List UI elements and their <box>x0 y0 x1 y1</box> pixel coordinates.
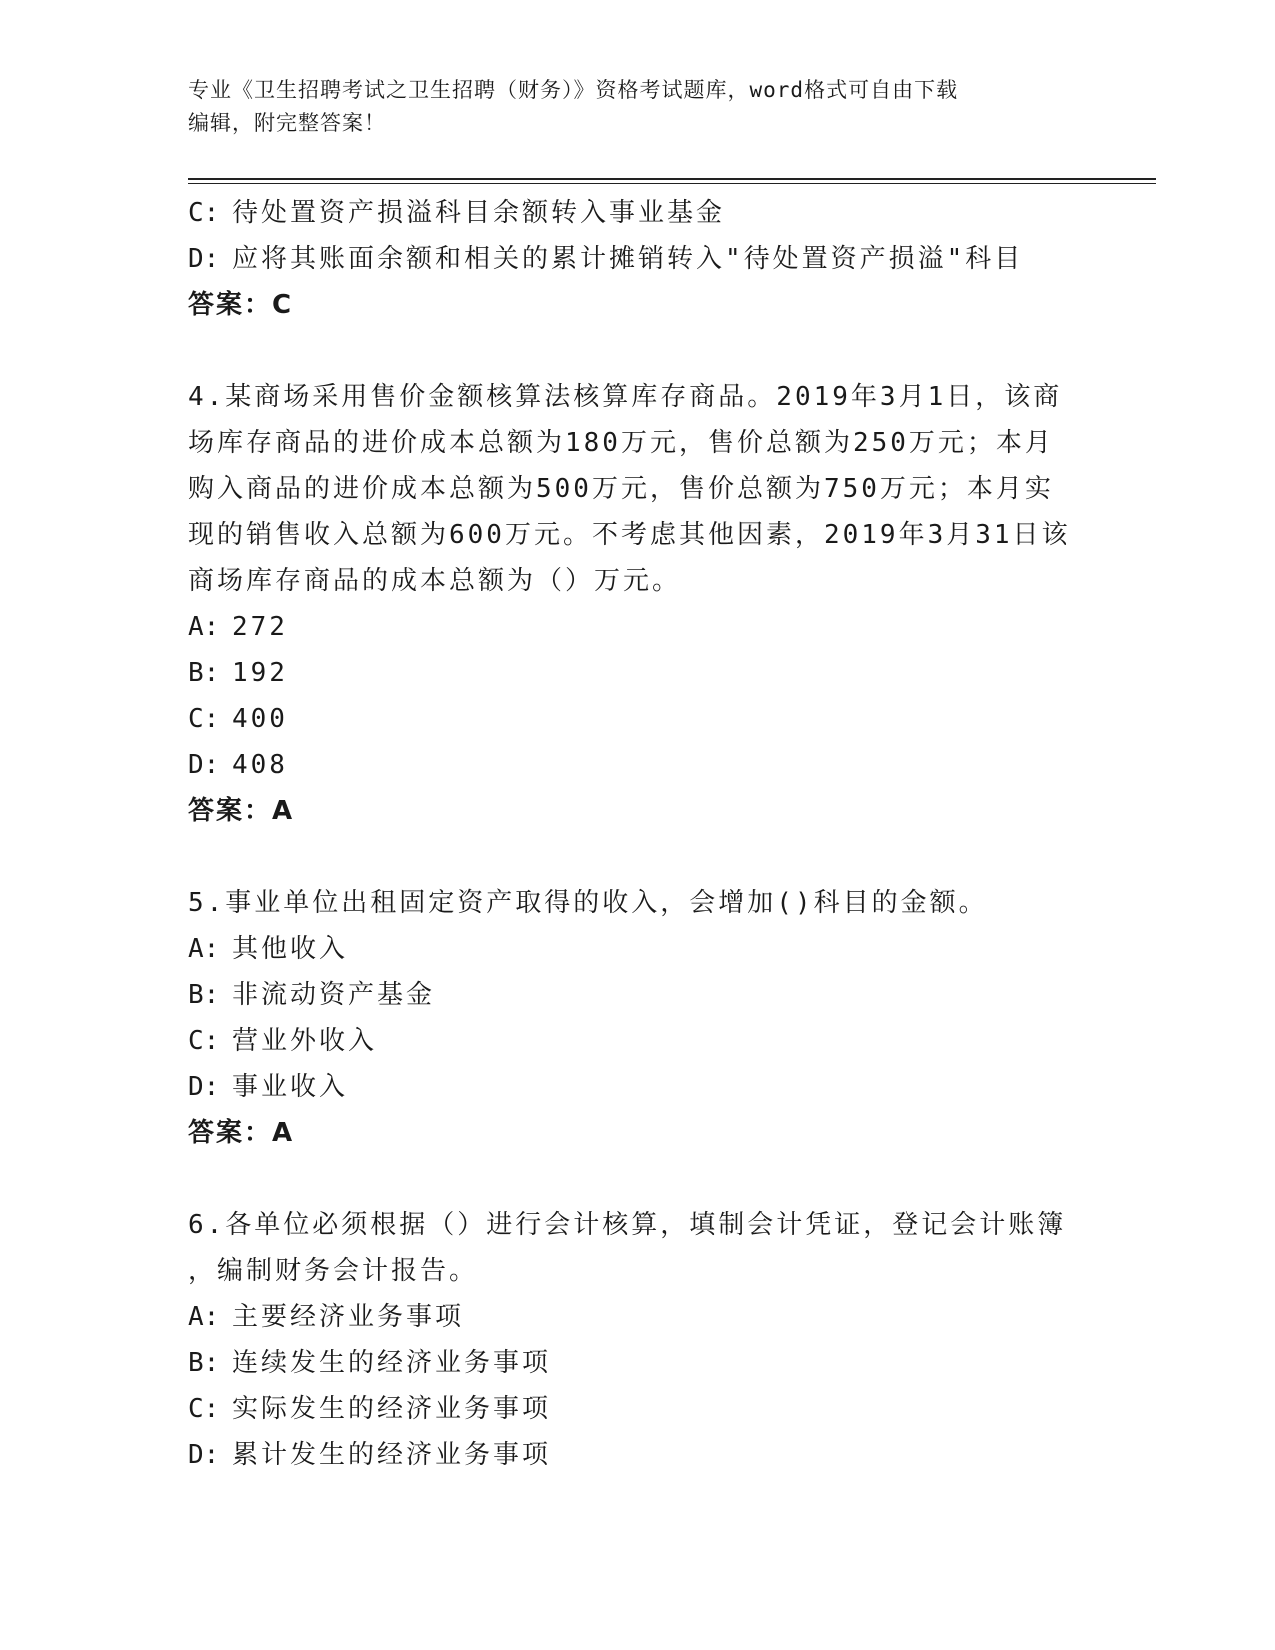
option-label: D: <box>188 244 220 274</box>
header-line-1: 专业《卫生招聘考试之卫生招聘（财务）》资格考试题库，word格式可自由下载 <box>188 78 959 102</box>
option-a <box>188 1294 1088 1340</box>
option-text: 待处置资产损溢科目余额转入事业基金 <box>232 198 726 228</box>
option-label: D: <box>188 1440 220 1470</box>
question-stem-line: 5.事业单位出租固定资产取得的收入，会增加()科目的金额。 <box>188 888 988 918</box>
question-3-continued <box>188 190 1088 328</box>
option-label: C: <box>188 198 220 228</box>
header-line-2: 编辑，附完整答案！ <box>188 111 386 135</box>
option-a <box>188 604 1088 650</box>
question-4 <box>188 374 1088 834</box>
option-text: 192 <box>232 658 288 688</box>
option-text: 272 <box>232 612 288 642</box>
option-d <box>188 1432 1088 1478</box>
question-stem-line: 现的销售收入总额为600万元。不考虑其他因素，2019年3月31日该 <box>188 520 1071 550</box>
option-label: A: <box>188 1302 220 1332</box>
spacer <box>188 834 1088 880</box>
option-label: D: <box>188 750 220 780</box>
option-c <box>188 1386 1088 1432</box>
option-c <box>188 696 1088 742</box>
question-stem-line: 4.某商场采用售价金额核算法核算库存商品。2019年3月1日，该商 <box>188 382 1063 412</box>
header-rule-thick <box>188 178 1156 180</box>
question-stem-line: 6.各单位必须根据（）进行会计核算，填制会计凭证，登记会计账簿 <box>188 1210 1067 1240</box>
answer-line: 答案：A <box>188 796 295 826</box>
option-text: 其他收入 <box>232 934 349 964</box>
option-label: C: <box>188 1026 220 1056</box>
option-text: 累计发生的经济业务事项 <box>232 1440 552 1470</box>
option-b <box>188 1340 1088 1386</box>
option-d <box>188 1064 1088 1110</box>
option-b <box>188 650 1088 696</box>
option-c <box>188 190 1088 236</box>
option-text: 非流动资产基金 <box>232 980 436 1010</box>
option-text: 营业外收入 <box>232 1026 378 1056</box>
option-label: B: <box>188 980 220 1010</box>
option-label: D: <box>188 1072 220 1102</box>
option-d <box>188 236 1088 282</box>
question-stem-line: 场库存商品的进价成本总额为180万元，售价总额为250万元；本月 <box>188 428 1054 458</box>
question-stem-line: 商场库存商品的成本总额为（）万元。 <box>188 566 682 596</box>
header-rule-thin <box>188 183 1156 184</box>
option-d <box>188 742 1088 788</box>
option-text: 400 <box>232 704 288 734</box>
spacer <box>188 1156 1088 1202</box>
answer-line: 答案：A <box>188 1118 295 1148</box>
option-a <box>188 926 1088 972</box>
option-label: A: <box>188 934 220 964</box>
question-6 <box>188 1202 1088 1478</box>
spacer <box>188 328 1088 374</box>
document-header <box>188 74 1068 140</box>
option-label: B: <box>188 1348 220 1378</box>
option-label: C: <box>188 704 220 734</box>
document-content <box>188 190 1088 1478</box>
answer-line: 答案：C <box>188 290 294 320</box>
option-label: B: <box>188 658 220 688</box>
option-text: 实际发生的经济业务事项 <box>232 1394 552 1424</box>
question-stem-line: ，编制财务会计报告。 <box>188 1256 479 1286</box>
option-c <box>188 1018 1088 1064</box>
option-label: A: <box>188 612 220 642</box>
option-text: 408 <box>232 750 288 780</box>
option-text: 连续发生的经济业务事项 <box>232 1348 552 1378</box>
question-stem-line: 购入商品的进价成本总额为500万元，售价总额为750万元；本月实 <box>188 474 1054 504</box>
option-label: C: <box>188 1394 220 1424</box>
option-text: 事业收入 <box>232 1072 349 1102</box>
question-5 <box>188 880 1088 1156</box>
option-text: 应将其账面余额和相关的累计摊销转入"待处置资产损溢"科目 <box>232 244 1024 274</box>
option-b <box>188 972 1088 1018</box>
option-text: 主要经济业务事项 <box>232 1302 465 1332</box>
